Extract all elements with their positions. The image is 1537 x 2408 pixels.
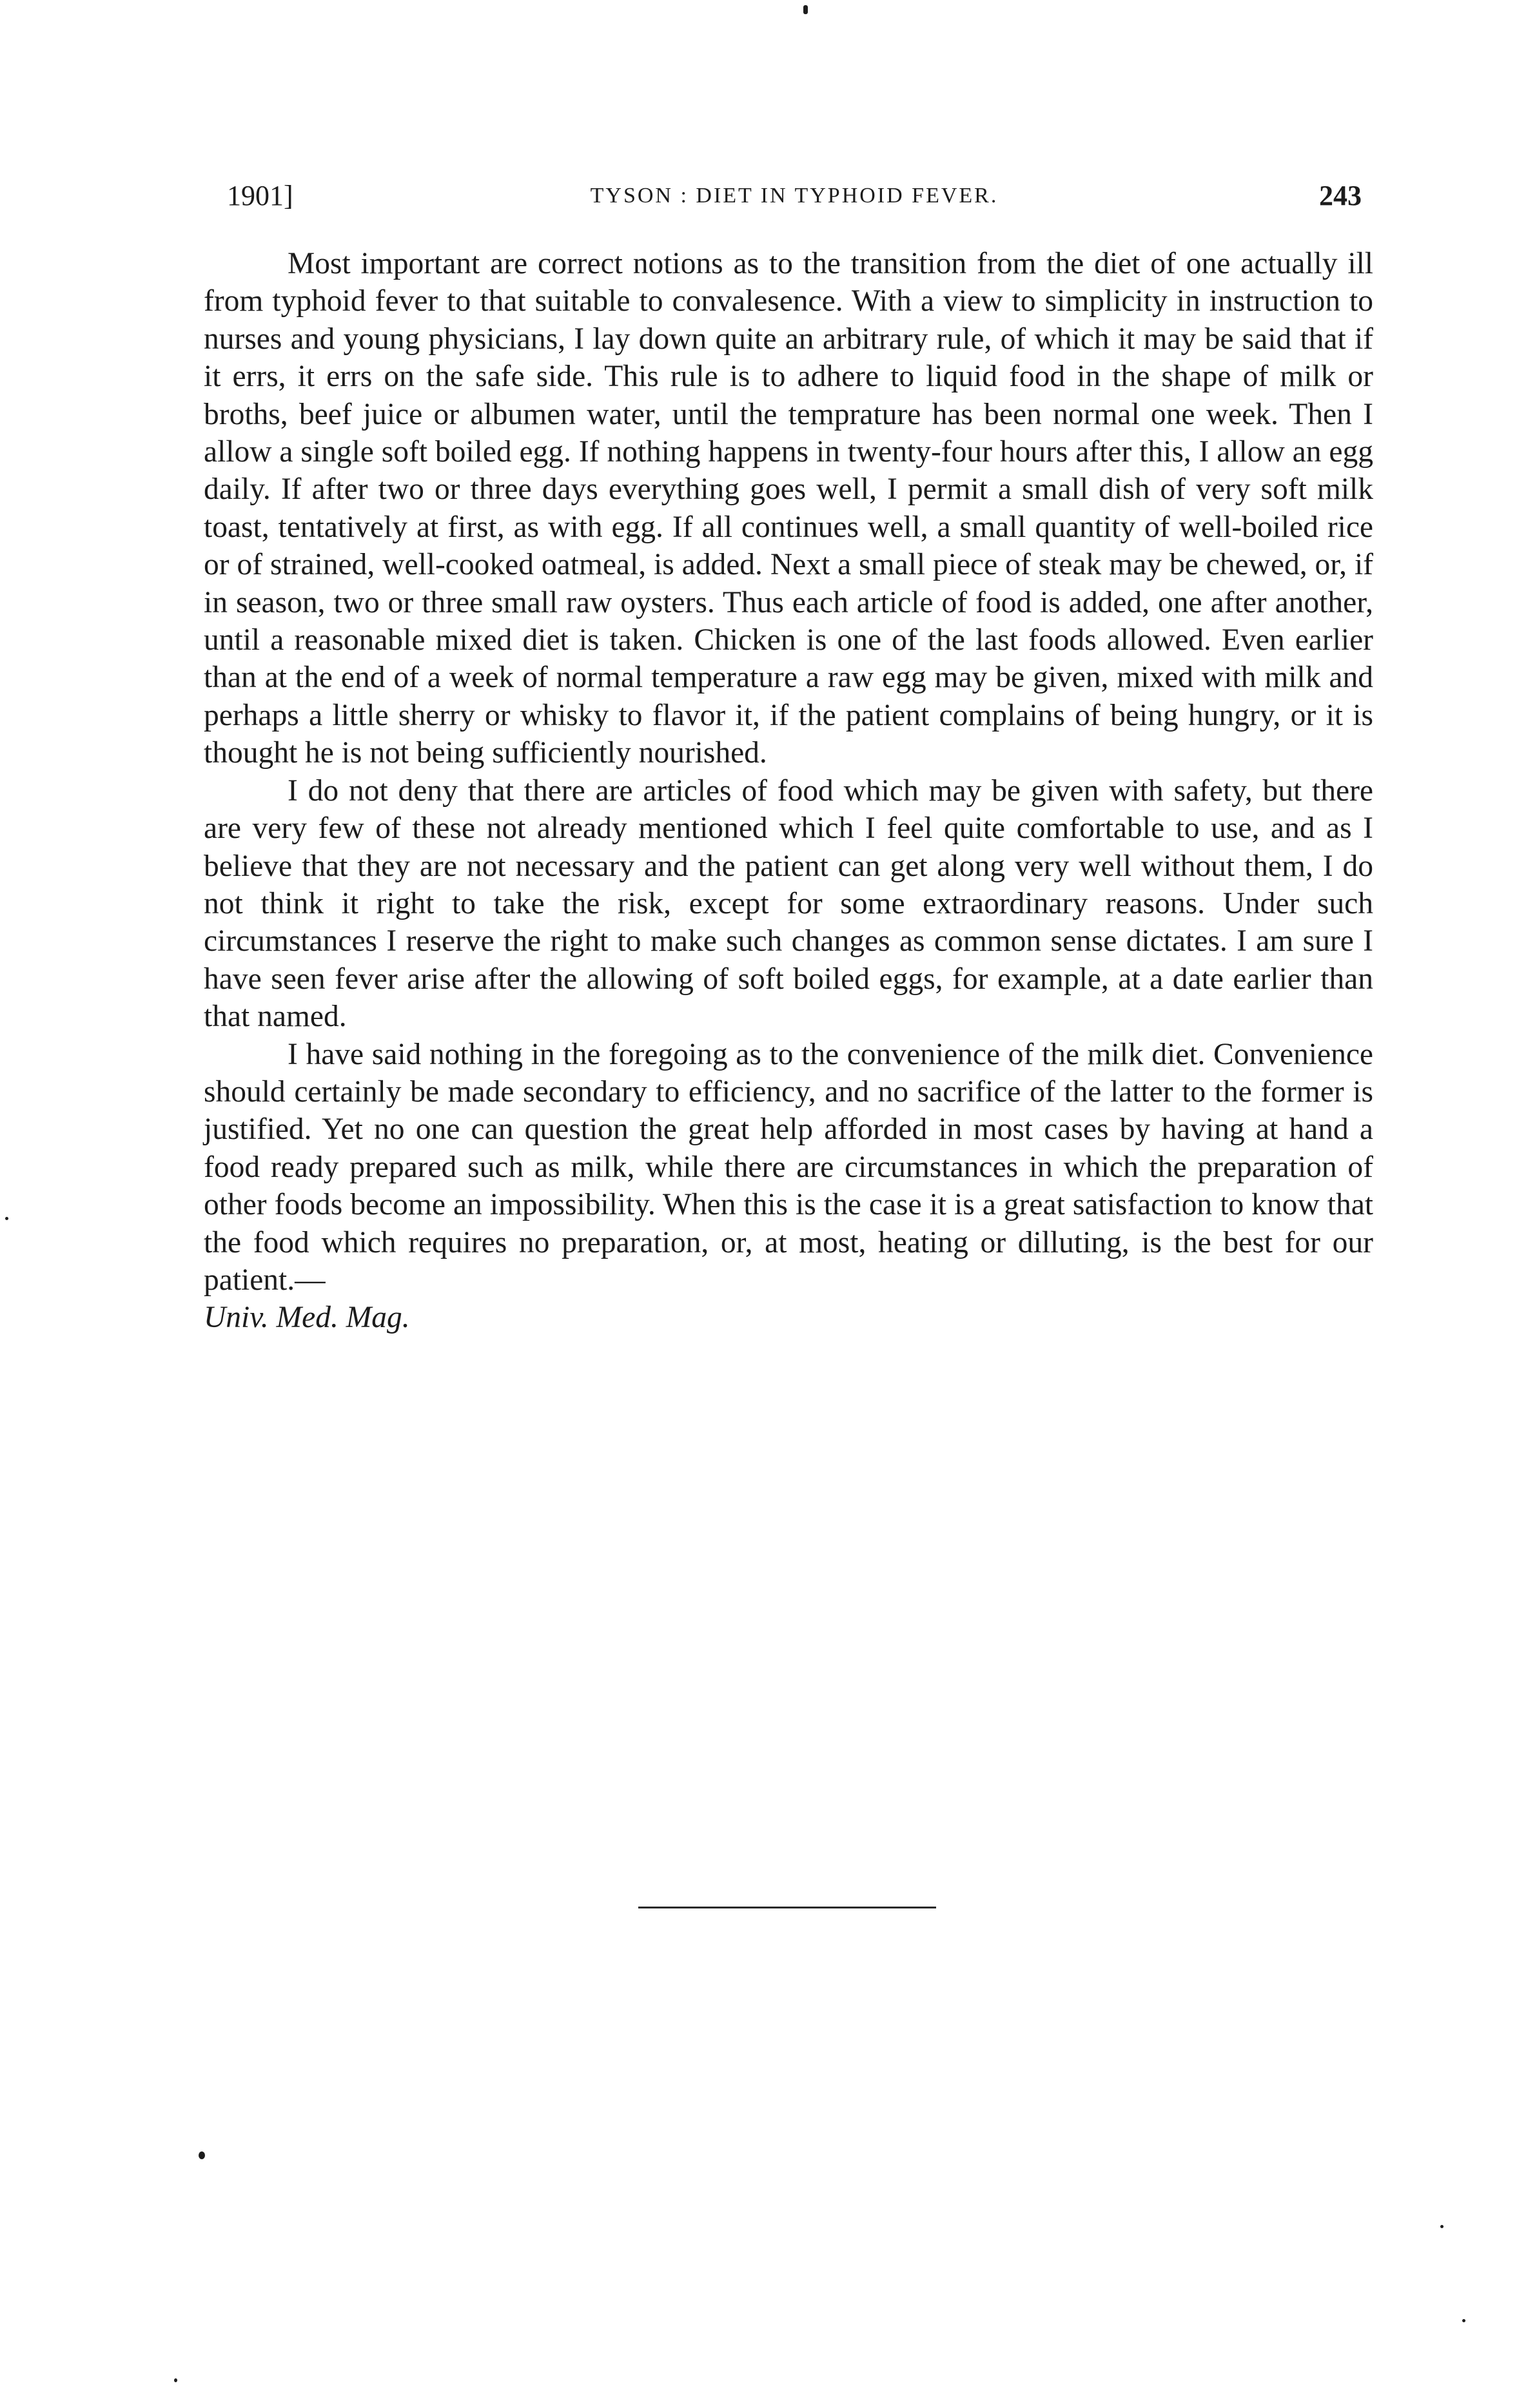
- paragraph-articles-of-food: I do not deny that there are articles of food which may be given with safety, but there are very few of these not already mentioned which I feel quite comfortable to use, and as I believe that they are not necessary and the patient can get along very well without them, I do not think it right to take the risk, except for some extraordinary reasons. Under such circumstances I reserve the right to make such changes as common sense dictates. I am sure I have seen fever arise after the allowing of soft boiled eggs, for example, at a date earlier than that named.: [204, 773, 1373, 1034]
- article-body: [204, 245, 1373, 1337]
- running-head-title: TYSON : DIET IN TYPHOID FEVER.: [590, 184, 999, 208]
- running-head-year: 1901]: [227, 180, 293, 211]
- paragraph-convenience-text: I have said nothing in the foregoing as to the convenience of the milk diet. Convenience should certainly be made secondary to efficiency, and no sacrifice of the latter to the former is justified. Yet no one can question the great help afforded in most cases by having at hand a food ready prepared such as milk, while there are circumstances in which the preparation of other foods become an impossibility. When this is the case it is a great satisfaction to know that the food which requires no preparation, or, at most, heating or dilluting, is the best for our patient.—: [204, 1037, 1373, 1297]
- section-divider-rule: [638, 1907, 936, 1908]
- scan-speck: [1440, 2225, 1444, 2228]
- running-head: [227, 175, 1362, 217]
- scan-speck: [5, 1217, 8, 1220]
- scan-speck: [174, 2378, 177, 2382]
- source-citation: Univ. Med. Mag.: [204, 1301, 410, 1335]
- scan-speck: [199, 2151, 205, 2159]
- paragraph-transition-diet: Most important are correct notions as to the transition from the diet of one actually ill from typhoid fever to that suitable to convalesence. With a view to simplicity in instruction to nurses and young physicians, I lay down quite an arbitrary rule, of which it may be said that if it errs, it errs on the safe side. This rule is to adhere to liquid food in the shape of milk or broths, beef juice or albumen water, until the temprature has been normal one week. Then I allow a single soft boiled egg. If nothing happens in twenty-four hours after this, I allow an egg daily. If after two or three days everything goes well, I permit a small dish of very soft milk toast, tentatively at first, as with egg. If all continues well, a small quantity of well-boiled rice or of strained, well-cooked oatmeal, is added. Next a small piece of steak may be chewed, or, if in season, two or three small raw oysters. Thus each article of food is added, one after another, until a reasonable mixed diet is taken. Chicken is one of the last foods allowed. Even earlier than at the end of a week of normal temperature a raw egg may be given, mixed with milk and perhaps a little sherry or whisky to flavor it, if the patient complains of being hungry, or it is thought he is not being sufficiently nourished.: [204, 247, 1373, 770]
- scan-speck: [803, 5, 808, 14]
- paragraph-convenience: [204, 1036, 1373, 1337]
- page-number: 243: [1319, 180, 1362, 211]
- scan-speck: [1462, 2319, 1465, 2322]
